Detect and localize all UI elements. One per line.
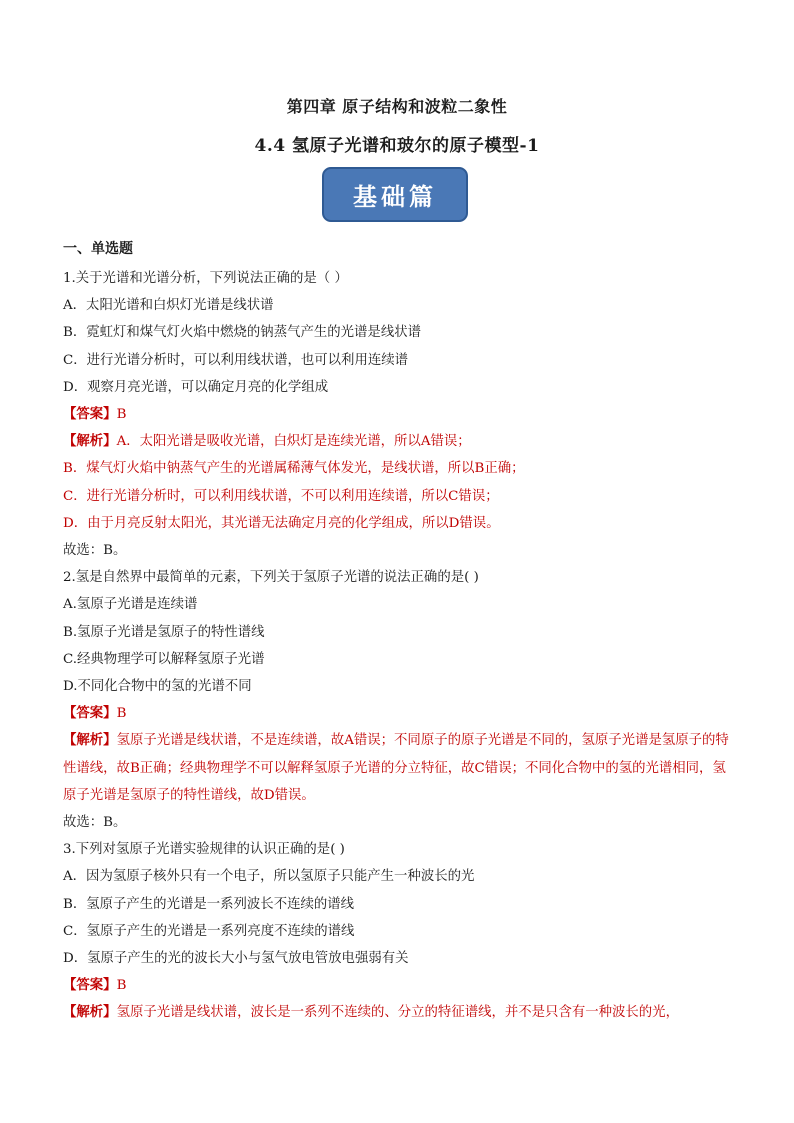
option-d: D．氢原子产生的光的波长大小与氢气放电管放电强弱有关 xyxy=(63,951,409,967)
answer-tag: 【答案】 xyxy=(63,406,117,423)
section-title: 4.4 氢原子光谱和玻尔的原子模型-1 xyxy=(254,136,540,156)
option-c: C.经典物理学可以解释氢原子光谱 xyxy=(63,651,265,667)
analysis-tag: 【解析】 xyxy=(63,1004,117,1021)
analysis-tag: 【解析】 xyxy=(63,732,117,749)
analysis-text: 氢原子光谱是线状谱，不是连续谱，故A错误；不同原子的原子光谱是不同的，氢原子光谱是氢原子的特性谱线，故B正确；经典物理学不可以解释氢原子光谱的分立特征，故C错误；不同化合物中的氢的光谱相同，氢原子光谱是氢原子的特性谱线，故D错误。 xyxy=(63,733,729,803)
analysis-line: B．煤气灯火焰中钠蒸气产生的光谱属稀薄气体发光，是线状谱，所以B正确； xyxy=(63,461,525,477)
answer-value: B xyxy=(116,407,127,423)
option-b: B．霓虹灯和煤气灯火焰中燃烧的钠蒸气产生的光谱是线状谱 xyxy=(63,325,421,341)
analysis-text: A．太阳光谱是吸收光谱，白炽灯是连续光谱，所以A错误； xyxy=(116,434,471,450)
part-heading: 一、单选题 xyxy=(63,241,133,257)
question-stem: 1.关于光谱和光谱分析，下列说法正确的是（ ） xyxy=(63,271,348,286)
analysis-line xyxy=(63,428,733,455)
question-list xyxy=(63,265,733,1027)
option-d: D．观察月亮光谱，可以确定月亮的化学组成 xyxy=(63,379,329,395)
analysis-paragraph xyxy=(63,727,733,809)
option-c: C．氢原子产生的光谱是一系列亮度不连续的谱线 xyxy=(63,923,355,939)
answer-value: B xyxy=(116,978,127,994)
answer-value: B xyxy=(116,706,127,722)
answer-line xyxy=(63,972,733,999)
analysis-line: D．由于月亮反射太阳光，其光谱无法确定月亮的化学组成，所以D错误。 xyxy=(63,515,500,531)
option-b: B.氢原子光谱是氢原子的特性谱线 xyxy=(63,624,265,640)
answer-tag: 【答案】 xyxy=(63,705,117,722)
option-b: B．氢原子产生的光谱是一系列波长不连续的谱线 xyxy=(63,896,355,912)
option-a: A．太阳光谱和白炽灯光谱是线状谱 xyxy=(63,298,274,314)
analysis-line: C．进行光谱分析时，可以利用线状谱，不可以利用连续谱，所以C错误； xyxy=(63,488,499,504)
option-c: C．进行光谱分析时，可以利用线状谱，也可以利用连续谱 xyxy=(63,352,409,368)
answer-line xyxy=(63,700,733,727)
answer-line xyxy=(63,401,733,428)
level-badge: 基础篇 xyxy=(322,167,468,222)
chapter-title: 第四章 原子结构和波粒二象性 xyxy=(286,97,508,116)
analysis-tag: 【解析】 xyxy=(63,433,117,450)
option-d: D.不同化合物中的氢的光谱不同 xyxy=(63,679,252,695)
conclusion-line: 故选：B。 xyxy=(63,543,127,559)
option-a: A.氢原子光谱是连续谱 xyxy=(63,597,198,613)
analysis-text: 氢原子光谱是线状谱，波长是一系列不连续的、分立的特征谱线，并不是只含有一种波长的光， xyxy=(116,1005,679,1021)
analysis-paragraph xyxy=(63,999,733,1026)
option-a: A．因为氢原子核外只有一个电子，所以氢原子只能产生一种波长的光 xyxy=(63,869,475,885)
question-stem: 2.氢是自然界中最简单的元素，下列关于氢原子光谱的说法正确的是( ) xyxy=(63,570,479,586)
question-stem: 3.下列对氢原子光谱实验规律的认识正确的是( ) xyxy=(63,842,345,858)
answer-tag: 【答案】 xyxy=(63,977,117,994)
conclusion-line: 故选：B。 xyxy=(63,815,127,831)
